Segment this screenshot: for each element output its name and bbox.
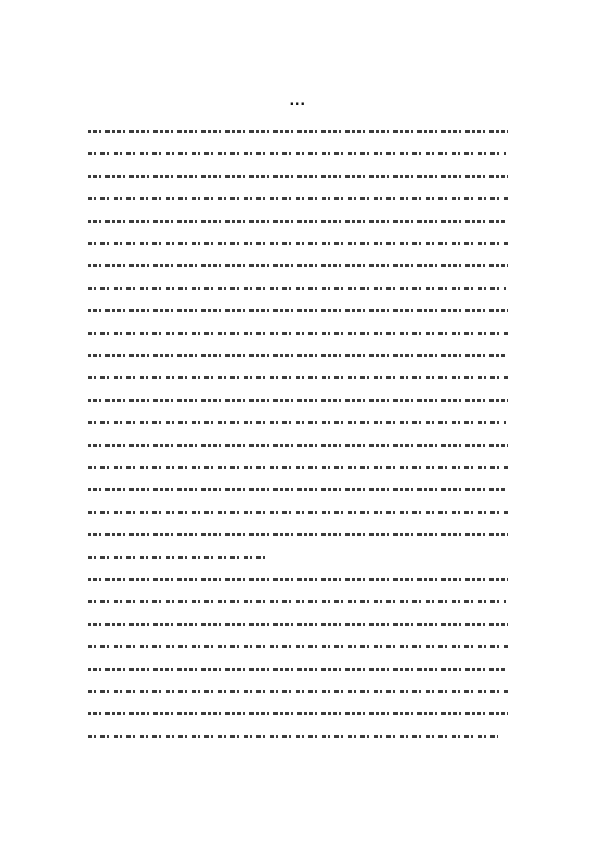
text-line (88, 735, 498, 738)
text-line (88, 376, 508, 379)
document-title: ... (289, 94, 306, 109)
text-line (88, 152, 506, 155)
text-line (88, 668, 506, 671)
text-line (88, 511, 508, 514)
text-line (88, 264, 508, 267)
text-line (88, 197, 508, 200)
text-line (88, 287, 506, 290)
text-line (88, 444, 508, 447)
text-line (88, 242, 508, 245)
text-line (88, 645, 508, 648)
text-line (88, 578, 508, 581)
text-line (88, 533, 508, 536)
text-line (88, 488, 506, 491)
text-line (88, 175, 508, 178)
text-line (88, 399, 508, 402)
text-line (88, 309, 508, 312)
text-line (88, 556, 266, 559)
text-line (88, 600, 506, 603)
text-line (88, 332, 508, 335)
text-line (88, 354, 506, 357)
text-line (88, 421, 506, 424)
text-line (88, 220, 506, 223)
text-line (88, 712, 508, 715)
text-line (88, 690, 508, 693)
text-line (88, 130, 508, 133)
text-line (88, 466, 508, 469)
text-line (88, 623, 508, 626)
